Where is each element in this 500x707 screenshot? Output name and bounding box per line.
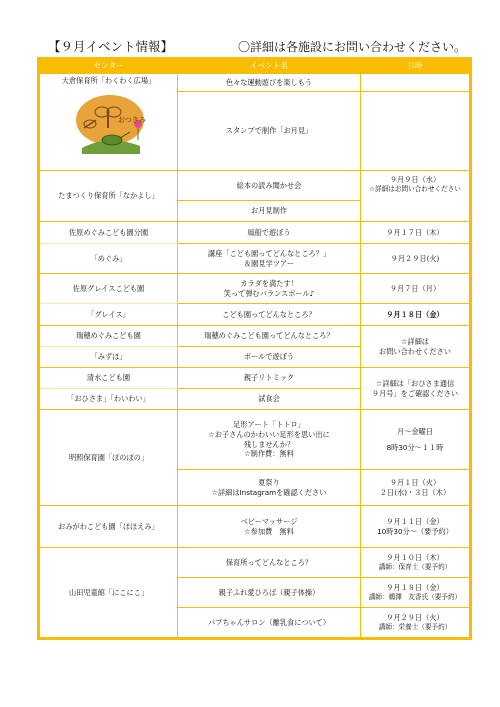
date-cell: ９月２９日（火） 講師：栄養士（要予約） [361, 608, 471, 639]
date-cell: ９月９日（水） ☆詳細はお問い合わせください [361, 171, 471, 222]
center-cell: 明照保育園「ぽのぽの」 [39, 410, 178, 506]
date-cell: ９月１０日（木） 講師：保育士（要予約） [361, 548, 471, 578]
table-row [39, 222, 471, 244]
event-cell: 講座「こども園ってどんなところ？」 ＆園見学ツアー [178, 244, 361, 274]
center-cell: たまつくり保育所「なかよし」 [39, 171, 178, 222]
center-cell: 瑞穂めぐみこども園 [39, 326, 178, 347]
event-cell: 親子リトミック [178, 368, 361, 389]
center-cell [39, 74, 178, 171]
date-cell: ９月７日（月） [361, 274, 471, 304]
grasshopper-body [102, 135, 122, 145]
date-cell: ９月１７日（木） [361, 222, 471, 244]
table-row [39, 506, 471, 548]
date-cell: ９月１８日（金） 講師：鵜澤 友香氏（要予約） [361, 578, 471, 608]
event-cell: ボールで遊ぼう [178, 347, 361, 368]
center-cell: おみがわこども園「ほほえみ」 [39, 506, 178, 548]
table-row [39, 74, 471, 92]
event-cell: 親子ふれ愛ひろば（親子体操） [178, 578, 361, 608]
date-cell: ９月１１日（金） 10時30分～（要予約） [361, 506, 471, 548]
table-row [39, 368, 471, 389]
col-header-center: センター [39, 59, 178, 74]
title-note: 〇詳細は各施設にお問い合わせください。 [238, 40, 467, 54]
event-cell: 色々な運動遊びを楽しもう [178, 74, 361, 92]
center-sub-cell: 「みずほ」 [39, 347, 178, 368]
col-header-date: 日時 [361, 59, 471, 74]
page-title [48, 38, 468, 56]
table-row [39, 304, 471, 326]
event-cell: 瑞穂めぐみこども園ってどんなところ？ [178, 326, 361, 347]
event-cell: 絵本の読み聞かせ会 [178, 171, 361, 201]
center-cell: 佐原グレイスこども園 [39, 274, 178, 304]
event-cell: お月見制作 [178, 201, 361, 222]
table-row [39, 548, 471, 578]
date-cell: ９月１日（火） ２日(水)・３日（木） [361, 470, 471, 506]
table-row [39, 410, 471, 470]
table-row [39, 244, 471, 274]
event-cell: 足形アート「トトロ」 ☆お子さんのかわいい足形を思い出に 残しませんか？ ☆制作費：無料 [178, 410, 361, 470]
center-sub-cell: 「おひさま」「わいわい」 [39, 389, 178, 410]
event-table [37, 57, 472, 640]
center-sub-cell: 「めぐみ」 [39, 244, 178, 274]
illustration-label: おつきみ [117, 115, 146, 124]
center-cell: 佐原めぐみこども園分園 [39, 222, 178, 244]
event-cell: 保育所ってどんなところ？ [178, 548, 361, 578]
event-cell: ベビーマッサージ ☆参加費 無料 [178, 506, 361, 548]
date-cell: ９月２９日(火) [361, 244, 471, 274]
event-cell: 夏祭り ☆詳細はInstagramを確認ください [178, 470, 361, 506]
table-row [39, 274, 471, 304]
title-main: 【９月イベント情報】 [48, 39, 174, 54]
center-cell: 清水こども園 [39, 368, 178, 389]
date-cell [361, 74, 471, 92]
center-name: 大倉保育所「わくわく広場」 [61, 76, 156, 85]
date-cell: ☆詳細は「おひさま通信 ９月号」をご確認ください [361, 368, 471, 410]
event-cell: カラダを満たす！ 笑って弾むバランスボール♪ [178, 274, 361, 304]
event-cell: パプちゃんサロン（離乳食について） [178, 608, 361, 639]
table-header-row [39, 59, 471, 74]
center-sub-cell: 「グレイス」 [39, 304, 178, 326]
event-cell: こども園ってどんなところ？ [178, 304, 361, 326]
center-cell: 山田児童館「にこにこ」 [39, 548, 178, 639]
table-row [39, 326, 471, 347]
date-cell: 月～金曜日 8時30分～１１時 [361, 410, 471, 470]
event-cell: スタンプで制作「お月見」 [178, 92, 361, 171]
date-cell [361, 92, 471, 171]
event-cell: 試食会 [178, 389, 361, 410]
event-cell: 風船で遊ぼう [178, 222, 361, 244]
date-cell: ９月１８日（金） [361, 304, 471, 326]
date-cell: ☆詳細は お問い合わせください [361, 326, 471, 368]
dragonfly-grasshopper-illustration [68, 90, 150, 158]
table-row [39, 171, 471, 201]
col-header-event: イベント名 [178, 59, 361, 74]
